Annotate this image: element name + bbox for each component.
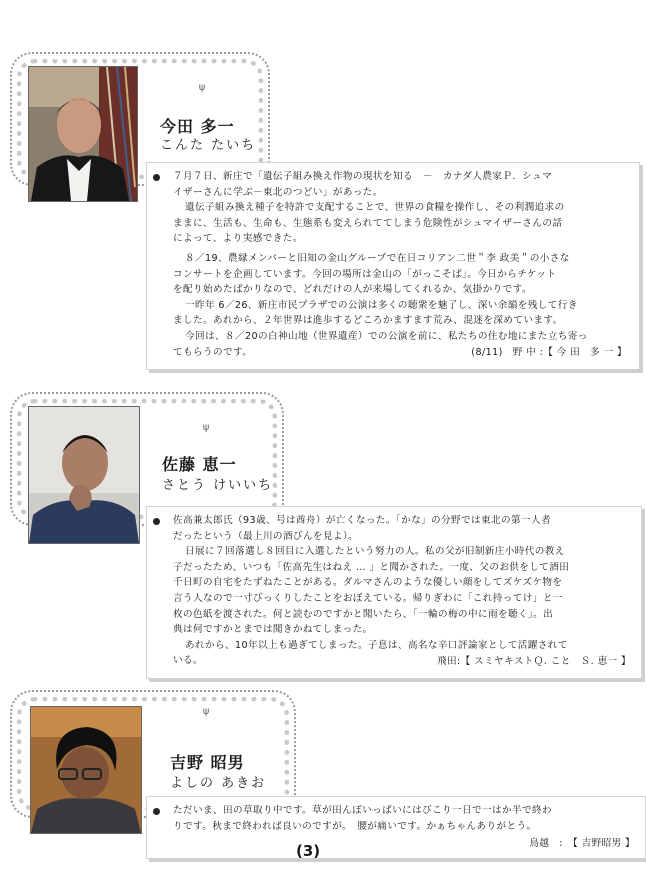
person-name-reading: こんた たいち xyxy=(160,138,257,153)
message-line: 枚の色紙を渡された。何と読むのですかと聞いたら、「一輪の梅の中に雨を聴く」。出 xyxy=(173,608,554,620)
person-name-reading: さとう けいいち xyxy=(162,478,274,493)
portrait-photo-2 xyxy=(28,406,140,544)
message-line: てもらうのです。 xyxy=(173,346,253,358)
message-line: 日展に７回落選し８回目に入選したという努力の人。私の父が旧制新庄小時代の教え xyxy=(185,546,565,558)
person-name: 吉野 昭男 xyxy=(170,753,245,772)
message-line: ままに、生活も、生命も、生態系も変えられててしまう危険性がシュマイザーさんの話 xyxy=(173,217,563,229)
message-line: いる。 xyxy=(173,655,203,667)
message-line: 子だったため、いつも「佐高先生はねえ … 」と聞かされた。一度、父のお供をして酒田 xyxy=(173,561,570,573)
person-name: 今田 多一 xyxy=(160,117,235,136)
message-line: 一昨年 6／26、新庄市民プラザでの公演は多くの聴衆を魅了し、深い余韻を残して行き xyxy=(185,299,578,311)
message-line: 言う人なので一寸びっくりしたことをおぼえている。帰りぎわに「これ持ってけ」と一 xyxy=(173,592,563,604)
page-number: (3) xyxy=(296,842,321,860)
message-line: りです。秋まで終われば良いのですが。 腰が痛いです。かぁちゃんありがとう。 xyxy=(173,820,537,832)
message-line: ８／19、農縁メンバーと旧知の金山グループで在日コリアン二世＂李 政美＂の小さな xyxy=(185,252,570,264)
message-line: ７月７日、新庄で「遺伝子組み換え作物の現状を知る － カナダ人農家Ｐ．シュマ xyxy=(173,171,553,182)
signature: 鳥越 : 【 吉野昭男 】 xyxy=(529,838,635,850)
message-line: だったという（最上川の酒びんを見よ）。 xyxy=(173,530,359,542)
message-box-2 xyxy=(146,506,642,679)
message-line: 今回は、８／20の白神山地（世界遺産）での公演を前に、私たちの住む地にまた立ち寄っ xyxy=(185,330,588,342)
signature: (8/11) 野 中 :【 今 田 多 一 】 xyxy=(471,347,627,359)
message-line: あれから、10年以上も過ぎてしまった。子息は、高名な辛口評論家として活躍されて xyxy=(185,639,568,651)
message-line: 典は何ですかとまでは聞きかねてしまった。 xyxy=(173,624,373,636)
message-line: イザーさんに学ぶ－東北のつどい」があった。 xyxy=(173,186,383,198)
message-line: ただいま、田の草取り中です。草が田んぼいっぱいにはびこり一日で一はか半で終わ xyxy=(173,805,552,816)
message-line: コンサートを企画しています。今回の場所は金山の「がっこそば」。今日からチケット xyxy=(173,268,557,280)
message-line: 佐高兼太郎氏（93歳、号は酋舟）が亡くなった。「かな」の分野では東北の第一人者 xyxy=(173,515,551,526)
message-line: によって、より実感できた。 xyxy=(173,233,303,245)
message-line: 千日町の自宅をたずねたことがある。ダルマさんのような優しい顔をしてズケズケ物を xyxy=(173,577,563,589)
message-box-3 xyxy=(146,796,646,859)
bullet-dot-icon xyxy=(153,808,160,815)
bullet-dot-icon xyxy=(153,518,160,525)
portrait-photo-3 xyxy=(30,706,142,834)
person-name: 佐藤 恵一 xyxy=(162,455,237,474)
message-line: を配り始めたばかりなので、どれだけの人が来場してくれるか、気掛かりです。 xyxy=(173,284,532,296)
bullet-dot-icon xyxy=(153,174,160,181)
person-name-reading: よしの あきお xyxy=(170,776,267,791)
leaf-ornament-icon: ψ xyxy=(202,706,210,717)
signature: 飛田:【 スミヤキストＱ. こと Ｓ. 恵一 】 xyxy=(436,655,631,667)
message-line: ました。あれから、２年世界は進歩するどころかますます荒み、混迷を深めています。 xyxy=(173,315,563,327)
portrait-photo-1 xyxy=(28,66,138,202)
message-line: 遺伝子組み換え種子を特許で支配することで、世界の食糧を操作し、その利潤追求の xyxy=(185,202,565,214)
message-box-1 xyxy=(146,162,640,370)
leaf-ornament-icon: ψ xyxy=(198,82,206,93)
leaf-ornament-icon: ψ xyxy=(202,422,210,433)
